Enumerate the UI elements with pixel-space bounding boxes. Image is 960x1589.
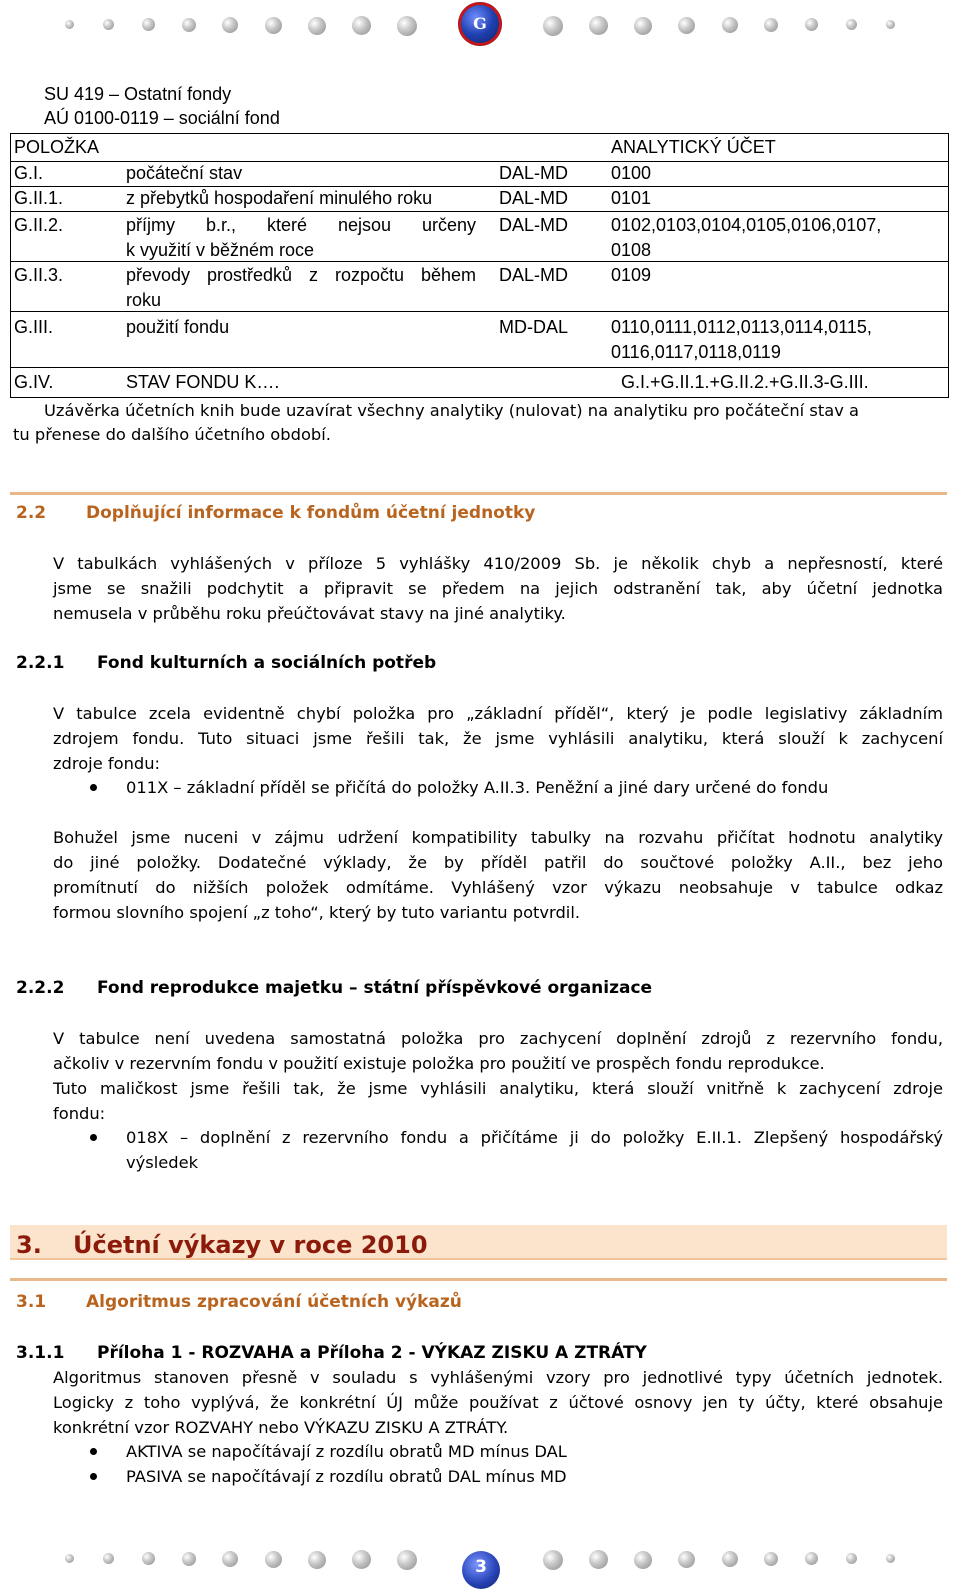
paragraph-line: ačkoliv v rezervním fondu v použití existuje položka pro použití ve prospěch fondu reprodukce. [53, 1054, 825, 1073]
table-cell-dir: DAL-MD [499, 265, 569, 285]
decorative-dot [65, 1554, 74, 1563]
decorative-dot [678, 1551, 695, 1568]
table-cell-desc-cont: roku [126, 290, 162, 310]
chapter-title: Účetní výkazy v roce 2010 [73, 1231, 428, 1259]
table-cell-desc: převody prostředků z rozpočtu během [126, 265, 476, 285]
subsection-title: Fond reprodukce majetku – státní příspěvkové organizace [97, 978, 653, 998]
section-number: 3.1 [16, 1292, 47, 1312]
bullet-icon [90, 784, 97, 791]
decorative-dot [589, 1550, 608, 1569]
table-cell-desc: počáteční stav [126, 163, 243, 183]
intro-line-1: SU 419 – Ostatní fondy [44, 84, 232, 104]
logo-letter: G [473, 14, 487, 33]
decorative-dot [103, 19, 114, 30]
fund-table [10, 133, 949, 398]
table-cell-code: G.II.1. [14, 188, 64, 208]
bullet-icon [90, 1134, 97, 1141]
intro-line-2: AÚ 0100-0119 – sociální fond [44, 108, 280, 128]
decorative-dot [308, 17, 326, 35]
paragraph-line: zdrojem fondu. Tuto situaci jsme řešili tak, že jsme vyhlásili analytiku, která slouží k zachycení [53, 729, 943, 748]
paragraph-line: V tabulce zcela evidentně chybí položka pro „základní příděl“, který je podle legislativy základním [53, 704, 943, 723]
paragraph-line: Logicky z toho vyplývá, že konkrétní ÚJ může používat z účtové osnovy jen ty účty, které obsahuje [53, 1393, 943, 1412]
table-cell-desc: použití fondu [126, 317, 230, 337]
list-item: AKTIVA se napočítávají z rozdílu obratů MD mínus DAL [126, 1442, 567, 1461]
paragraph-line: V tabulce není uvedena samostatná položka pro zachycení doplnění zdrojů z rezervního fondu, [53, 1029, 943, 1048]
section-rule [10, 492, 947, 495]
paragraph-line: konkrétní vzor ROZVAHY nebo VÝKAZU ZISKU A ZTRÁTY. [53, 1418, 509, 1437]
list-item: 018X – doplnění z rezervního fondu a přičítáme ji do položky E.II.1. Zlepšený hospodářský [126, 1128, 943, 1147]
table-cell-account: 0110,0111,0112,0113,0114,0115, [611, 317, 872, 337]
decorative-dot [886, 20, 895, 29]
decorative-dot [678, 17, 695, 34]
bullet-icon [90, 1448, 97, 1455]
decorative-dot [846, 1553, 857, 1564]
decorative-dot [886, 1554, 895, 1563]
decorative-dot [182, 18, 196, 32]
decorative-dot [308, 1551, 326, 1569]
decorative-dot [846, 19, 857, 30]
note-line-1: Uzávěrka účetních knih bude uzavírat všechny analytiky (nulovat) na analytiku pro počáteční stav a [44, 401, 860, 420]
decorative-dot [352, 16, 371, 35]
decorative-dot [589, 16, 608, 35]
paragraph-line: Tuto maličkost jsme řešili tak, že jsme vyhlásili analytiku, která slouží vnitřně k zachycení zdroje [53, 1079, 943, 1098]
table-cell-account: 0109 [611, 265, 652, 285]
paragraph-line: promítnutí do nižších položek odmítáme. Vyhlášený vzor výkazu neobsahuje v tabulce odkaz [53, 878, 943, 897]
table-cell-desc: příjmy b.r., které nejsou určeny [126, 215, 476, 235]
decorative-dot [265, 1551, 282, 1568]
subsection-number: 2.2.2 [16, 978, 65, 998]
chapter-number: 3. [16, 1231, 42, 1259]
decorative-dot [265, 17, 282, 34]
paragraph-line: Algoritmus stanoven přesně v souladu s vyhlášenými vzory pro jednotlivé typy účetních jednotek. [53, 1368, 943, 1387]
table-cell-code: G.I. [14, 163, 44, 183]
table-cell-desc: z přebytků hospodaření minulého roku [126, 188, 433, 208]
decorative-dot [65, 20, 74, 29]
list-item: PASIVA se napočítávají z rozdílu obratů DAL mínus MD [126, 1467, 567, 1486]
decorative-dot [543, 1550, 563, 1570]
decorative-dot [397, 1550, 417, 1570]
decorative-dot [397, 16, 417, 36]
paragraph-line: fondu: [53, 1104, 106, 1123]
bullet-icon [90, 1473, 97, 1480]
table-header-analyticky: ANALYTICKÝ ÚČET [611, 137, 776, 157]
section-title: Doplňující informace k fondům účetní jednotky [86, 503, 536, 523]
table-cell-dir: MD-DAL [499, 317, 569, 337]
paragraph-line: V tabulkách vyhlášených v příloze 5 vyhlášky 410/2009 Sb. je několik chyb a nepřesností, které [53, 554, 943, 573]
table-cell-code: G.III. [14, 317, 54, 337]
paragraph-line: formou slovního spojení „z toho“, který by tuto variantu potvrdil. [53, 903, 581, 922]
list-item: 011X – základní příděl se přičítá do položky A.II.3. Peněžní a jiné dary určené do fondu [126, 778, 829, 797]
table-cell-dir: DAL-MD [499, 215, 569, 235]
decorative-dot [634, 1551, 652, 1569]
decorative-dot [222, 17, 238, 33]
table-cell-code: G.II.2. [14, 215, 64, 235]
table-cell-account-cont: 0108 [611, 240, 652, 260]
table-cell-account: 0100 [611, 163, 652, 183]
table-cell-account: 0102,0103,0104,0105,0106,0107, [611, 215, 882, 235]
page-number: 3 [462, 1551, 500, 1589]
subsection-number: 3.1.1 [16, 1343, 65, 1363]
decorative-dot [805, 1552, 818, 1565]
company-logo [458, 2, 502, 46]
table-rule [11, 211, 948, 212]
paragraph-line: jsme se snažili podchytit a připravit se předem na jejich odstranění tak, aby účetní jednotka [53, 579, 943, 598]
table-cell-desc-cont: k využití v běžném roce [126, 240, 315, 260]
decorative-dot [634, 17, 652, 35]
decorative-dot [222, 1551, 238, 1567]
decorative-dot [805, 18, 818, 31]
subsection-title: Fond kulturních a sociálních potřeb [97, 653, 437, 673]
paragraph-line: do jiné položky. Dodatečné výklady, že by příděl patřil do součtové položky A.II., bez jeho [53, 853, 943, 872]
paragraph-line: Bohužel jsme nuceni v zájmu udržení kompatibility tabulky na rozvahu přičítat hodnotu analytiky [53, 828, 943, 847]
section-title: Algoritmus zpracování účetních výkazů [86, 1292, 462, 1312]
decorative-dot [182, 1552, 196, 1566]
decorative-dot [722, 17, 738, 33]
table-cell-account-cont: 0116,0117,0118,0119 [611, 342, 781, 362]
decorative-dot [352, 1550, 371, 1569]
table-rule [11, 367, 948, 368]
decorative-dot [103, 1553, 114, 1564]
list-item-cont: výsledek [126, 1153, 199, 1172]
note-line-2: tu přenese do dalšího účetního období. [13, 425, 331, 444]
decorative-dot [764, 1552, 778, 1566]
table-header-polozka: POLOŽKA [14, 137, 100, 157]
table-cell-account: 0101 [611, 188, 652, 208]
table-cell-desc: STAV FONDU K…. [126, 372, 280, 392]
paragraph-line: zdroje fondu: [53, 754, 161, 773]
decorative-dot [142, 18, 155, 31]
table-cell-code: G.IV. [14, 372, 54, 392]
decorative-dot [722, 1551, 738, 1567]
table-cell-code: G.II.3. [14, 265, 64, 285]
decorative-dot [142, 1552, 155, 1565]
decorative-dot [543, 16, 563, 36]
decorative-dot [764, 18, 778, 32]
table-cell-formula: G.I.+G.II.1.+G.II.2.+G.II.3-G.III. [621, 372, 869, 392]
table-cell-dir: DAL-MD [499, 188, 569, 208]
paragraph-line: nemusela v průběhu roku přeúčtovávat stavy na jiné analytiky. [53, 604, 566, 623]
subsection-number: 2.2.1 [16, 653, 65, 673]
section-rule [10, 1278, 947, 1281]
section-number: 2.2 [16, 503, 47, 523]
table-cell-dir: DAL-MD [499, 163, 569, 183]
subsection-title: Příloha 1 - ROZVAHA a Příloha 2 - VÝKAZ ZISKU A ZTRÁTY [97, 1343, 647, 1363]
